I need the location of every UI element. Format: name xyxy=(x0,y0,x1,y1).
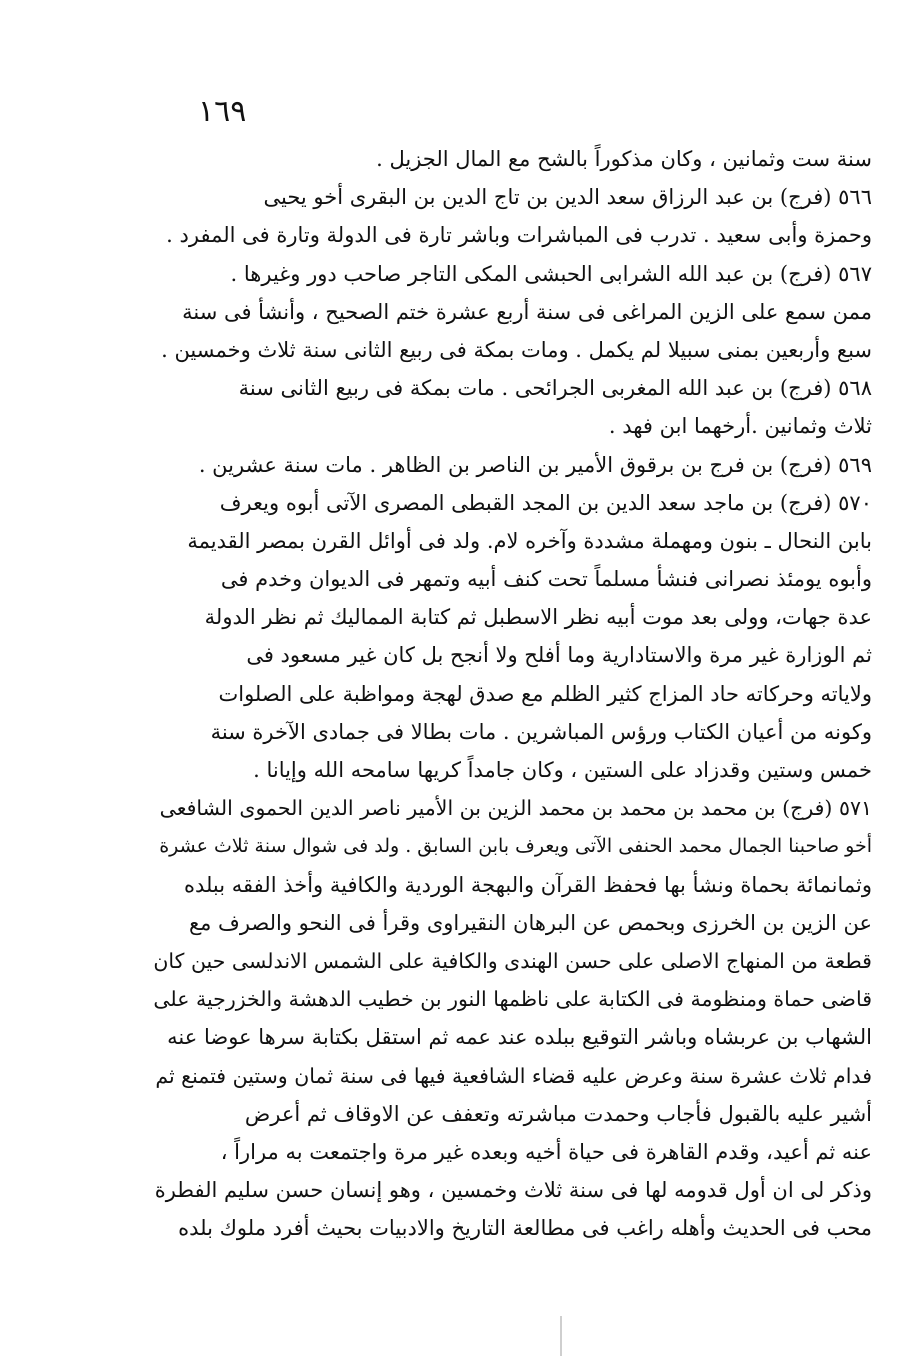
text-line: وأبوه يومئذ نصرانى فنشأ مسلماً تحت كنف أبيه وتمهر فى الديوان وخدم فى xyxy=(220,567,872,592)
text-line: وذكر لى ان أول قدومه لها فى سنة ثلاث وخمسين ، وهو إنسان حسن سليم الفطرة xyxy=(154,1178,872,1203)
text-line: ثلاث وثمانين .أرخهما ابن فهد . xyxy=(608,414,872,439)
text-line: سبع وأربعين بمنى سبيلا لم يكمل . ومات بمكة فى ربيع الثانى سنة ثلاث وخمسين . xyxy=(161,337,872,362)
text-line: وكونه من أعيان الكتاب ورؤس المباشرين . مات بطالا فى جمادى الآخرة سنة xyxy=(210,719,872,744)
text-line: وثمانمائة بحماة ونشأ بها فحفظ القرآن والبهجة الوردية والكافية وأخذ الفقه ببلده xyxy=(183,872,872,897)
text-line: فدام ثلاث عشرة سنة وعرض عليه قضاء الشافعية فيها فى سنة ثمان وستين فتمنع ثم xyxy=(155,1063,872,1088)
text-line: ٥٦٩ (فرج) بن فرج بن برقوق الأمير بن الناصر بن الظاهر . مات سنة عشرين . xyxy=(198,452,872,477)
text-line: ٥٦٨ (فرج) بن عبد الله المغربى الجرائحى . مات بمكة فى ربيع الثانى سنة xyxy=(238,376,872,401)
text-line: وحمزة وأبى سعيد . تدرب فى المباشرات وباشر تارة فى الدولة وتارة فى المفرد . xyxy=(166,223,872,248)
text-line: ٥٧١ (فرج) بن محمد بن محمد بن محمد الزين بن الأمير ناصر الدين الحموى الشافعى xyxy=(159,796,872,821)
text-line: ولاياته وحركاته حاد المزاج كثير الظلم مع صدق لهجة ومواظبة على الصلوات xyxy=(218,681,872,706)
text-line: قطعة من المنهاج الاصلى على حسن الهندى والكافية على الشمس الاندلسى حين كان xyxy=(153,948,872,973)
text-line: قاضى حماة ومنظومة فى الكتابة على ناظمها النور بن خطيب الدهشة والخزرجية على xyxy=(153,987,872,1012)
text-line: أشير عليه بالقبول فأجاب وحمدت مباشرته وتعفف عن الاوقاف ثم أعرض xyxy=(244,1101,872,1126)
text-line: عنه ثم أعيد، وقدم القاهرة فى حياة أخيه وبعده غير مرة واجتمعت به مراراً ، xyxy=(220,1139,872,1164)
text-line: الشهاب بن عربشاه وباشر التوقيع ببلده عند عمه ثم استقل بكتابة سرها عوضا عنه xyxy=(167,1025,872,1050)
text-line: بابن النحال ـ بنون ومهملة مشددة وآخره لام. ولد فى أوائل القرن بمصر القديمة xyxy=(187,528,872,553)
text-line: ٥٦٦ (فرج) بن عبد الرزاق سعد الدين بن تاج الدين بن البقرى أخو يحيى xyxy=(263,185,872,210)
text-line: سنة ست وثمانين ، وكان مذكوراً بالشح مع المال الجزيل . xyxy=(376,147,872,171)
text-line: ٥٦٧ (فرج) بن عبد الله الشرابى الحبشى المكى التاجر صاحب دور وغيرها . xyxy=(230,261,872,286)
text-line: أخو صاحبنا الجمال محمد الحنفى الآتى ويعرف بابن السابق . ولد فى شوال سنة ثلاث عشرة xyxy=(159,835,872,858)
text-line: ممن سمع على الزين المراغى فى سنة أربع عشرة ختم الصحيح ، وأنشأ فى سنة xyxy=(182,299,872,324)
text-line: خمس وستين وقدزاد على الستين ، وكان جامداً كريها سامحه الله وإيانا . xyxy=(253,758,872,782)
text-line: ثم الوزارة غير مرة والاستادارية وما أفلح ولا أنجح بل كان غير مسعود فى xyxy=(246,643,872,668)
text-line: عن الزين بن الخرزى وبحمص عن البرهان النقيراوى وقرأ فى النحو والصرف مع xyxy=(188,910,872,935)
page-number: ١٦٩ xyxy=(198,94,247,129)
text-line: عدة جهات، وولى بعد موت أبيه نظر الاسطبل ثم كتابة المماليك ثم نظر الدولة xyxy=(204,605,872,630)
text-line: محب فى الحديث وأهله راغب فى مطالعة التاريخ والادبيات بحيث أفرد ملوك بلده xyxy=(178,1216,872,1241)
text-line: ٥٧٠ (فرج) بن ماجد سعد الدين بن المجد القبطى المصرى الآتى أبوه ويعرف xyxy=(219,490,872,515)
scan-gutter-mark xyxy=(560,1316,562,1356)
page-body-text xyxy=(150,140,872,1247)
